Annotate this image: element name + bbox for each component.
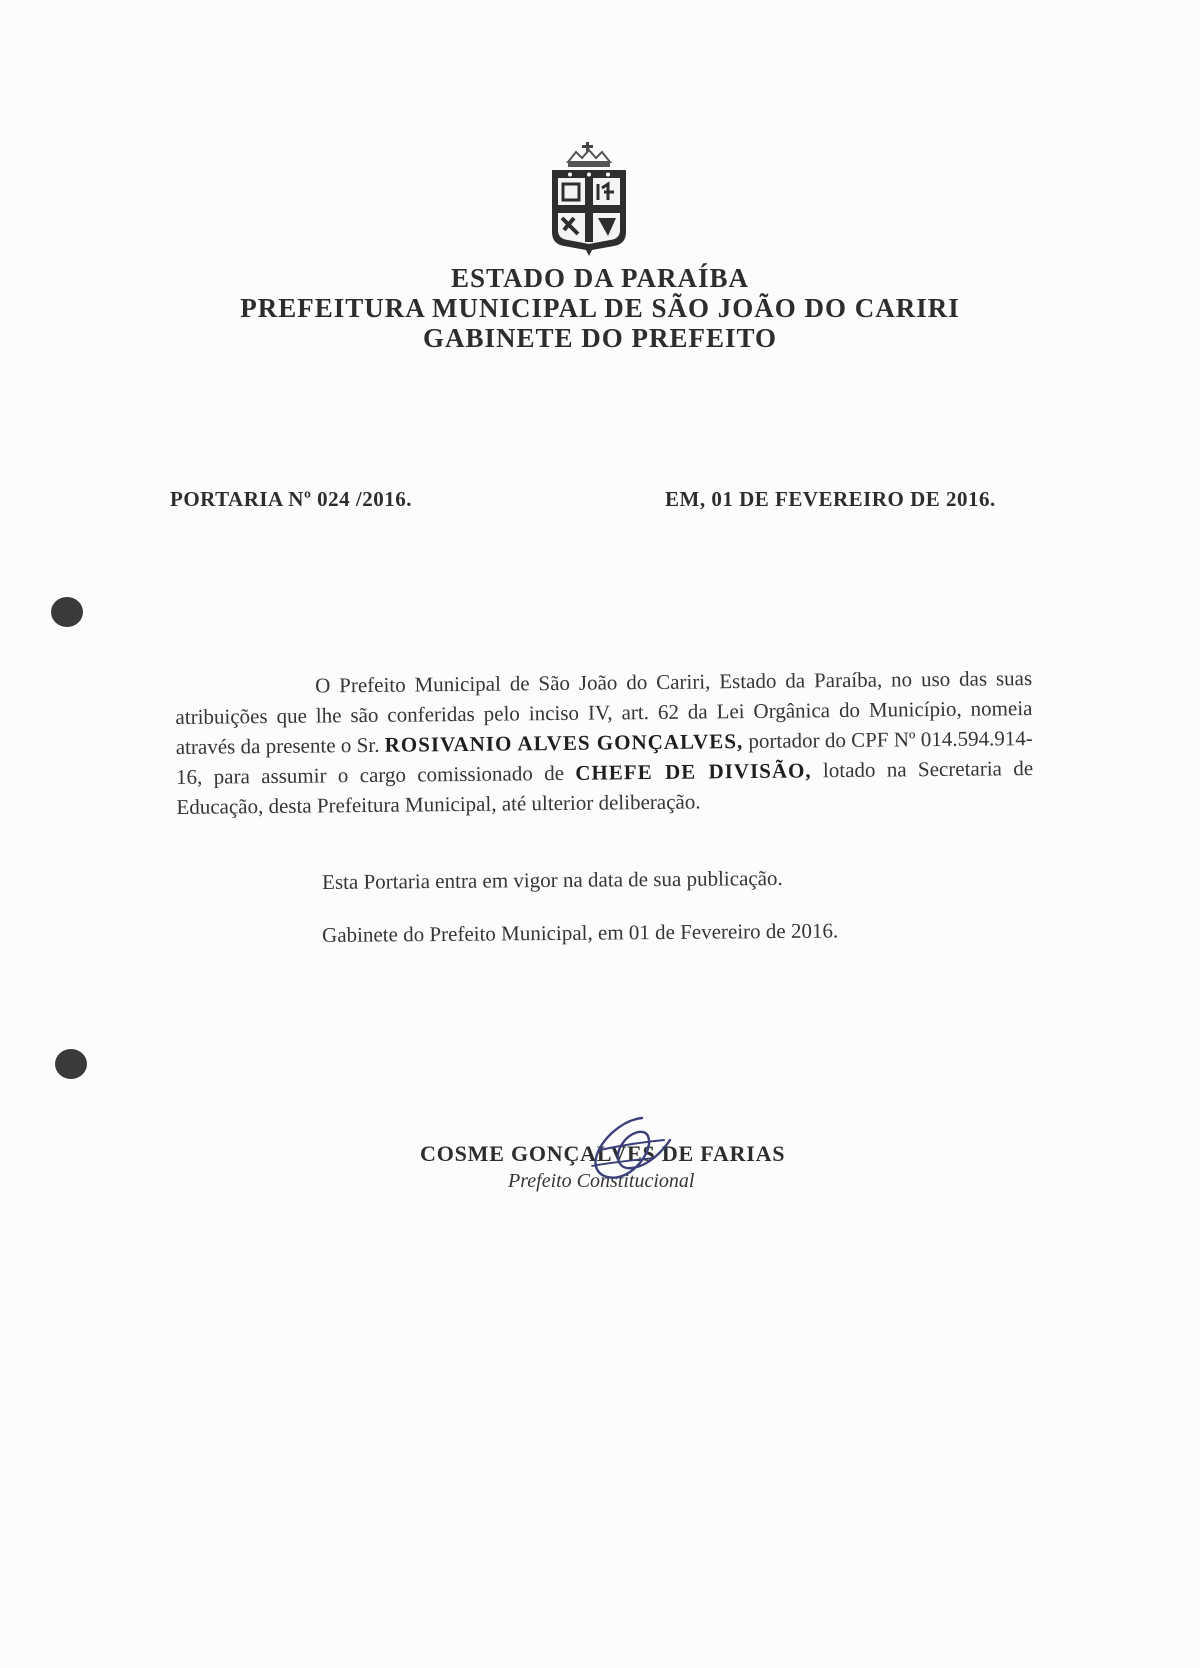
municipal-coat-of-arms <box>548 140 630 258</box>
ordinance-body <box>175 663 1034 822</box>
header-state: ESTADO DA PARAÍBA <box>450 263 750 293</box>
body-tail: lotado na Secretaria de Educação, desta Prefeitura Municipal, até ulterior deliberação. <box>176 756 1034 819</box>
appointed-position: CHEFE DE DIVISÃO, <box>575 758 812 785</box>
punch-hole <box>55 1049 87 1079</box>
appointee-name: ROSIVANIO ALVES GONÇALVES, <box>384 729 744 757</box>
effective-clause: Esta Portaria entra em vigor na data de sua publicação. <box>322 865 783 894</box>
body-intro: O Prefeito Municipal de São João do Cariri, Estado da Paraíba, no uso das suas atribuições que lhe são conferidas pelo inciso IV, art. 62 da Lei Orgânica do Município, nomeia através da presente o Sr. <box>175 666 1033 759</box>
punch-hole <box>51 597 83 627</box>
signer-name: COSME GONÇALVES DE FARIAS <box>420 1141 786 1166</box>
ordinance-date: EM, 01 DE FEVEREIRO DE 2016. <box>665 487 996 511</box>
signer-role: Prefeito Constitucional <box>508 1170 695 1192</box>
header-office: GABINETE DO PREFEITO <box>422 323 778 353</box>
body-cpf: portador do CPF Nº 014.594.914-16, para assumir o cargo comissionado de <box>175 726 1033 789</box>
ordinance-number: PORTARIA Nº 024 /2016. <box>170 487 412 511</box>
handwritten-signature <box>582 1110 682 1205</box>
header-municipality: PREFEITURA MUNICIPAL DE SÃO JOÃO DO CARIRI <box>240 293 960 323</box>
closing-place-date: Gabinete do Prefeito Municipal, em 01 de Fevereiro de 2016. <box>322 918 839 947</box>
